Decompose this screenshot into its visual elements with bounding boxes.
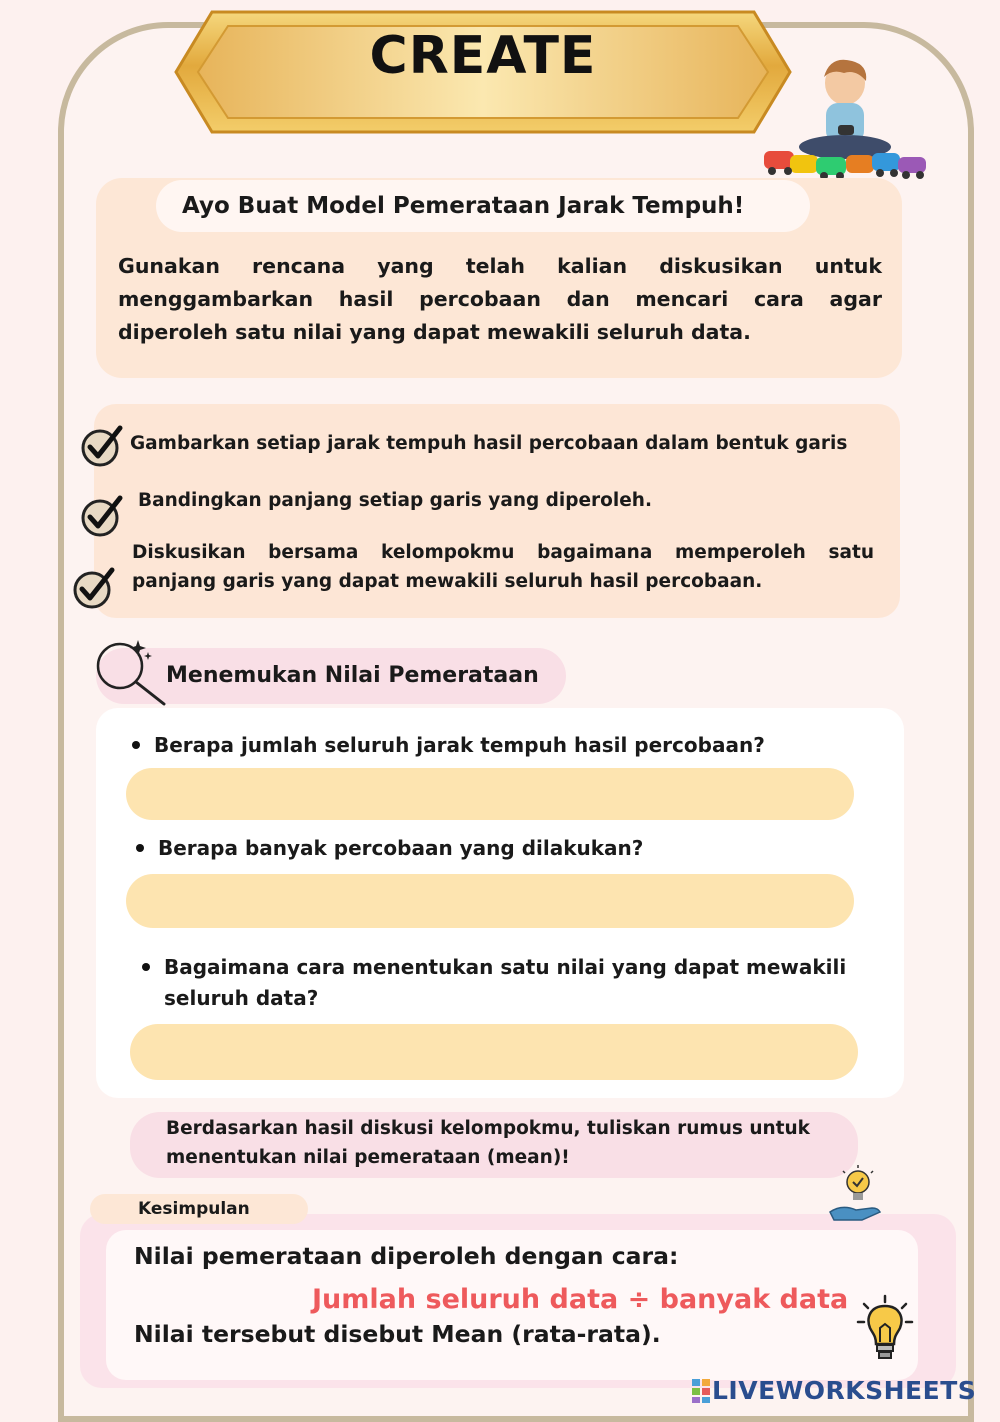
answer-input[interactable] [130, 1024, 858, 1080]
intro-title: Ayo Buat Model Pemerataan Jarak Tempuh! [156, 180, 810, 232]
page-title: CREATE [369, 26, 597, 86]
liveworksheets-text: LIVEWORKSHEETS [712, 1376, 977, 1405]
step-item: Bandingkan panjang setiap garis yang diperoleh. [138, 490, 652, 511]
magnifier-icon [92, 634, 172, 708]
checkmark-icon [72, 566, 116, 610]
step-item: Gambarkan setiap jarak tempuh hasil percobaan dalam bentuk garis [130, 433, 848, 454]
question-item [136, 833, 643, 864]
liveworksheets-icon [692, 1379, 710, 1403]
question-text: Bagaimana cara menentukan satu nilai yang dapat mewakili seluruh data? [164, 955, 847, 1010]
answer-input[interactable] [126, 768, 854, 820]
question-text: Berapa jumlah seluruh jarak tempuh hasil percobaan? [154, 733, 765, 757]
mean-formula: Jumlah seluruh data ÷ banyak data [312, 1284, 849, 1315]
conclusion-label: Kesimpulan [90, 1194, 308, 1224]
formula-prompt: Berdasarkan hasil diskusi kelompokmu, tuliskan rumus untuk menentukan nilai pemerataan (mean)! [166, 1118, 810, 1168]
intro-text: Gunakan rencana yang telah kalian diskusikan untuk menggambarkan hasil percobaan dan mencari cara agar diperoleh satu nilai yang dapat mewakili seluruh data. [118, 254, 882, 344]
answer-input[interactable] [126, 874, 854, 928]
step-item: Diskusikan bersama kelompokmu bagaimana memperoleh satu panjang garis yang dapat mewakili seluruh hasil percobaan. [132, 542, 874, 592]
question-item [132, 730, 765, 761]
checkmark-icon [80, 494, 124, 538]
hand-lightbulb-icon [828, 1164, 884, 1226]
liveworksheets-logo [692, 1376, 976, 1405]
question-item [142, 952, 904, 1014]
conclusion-line-3: Nilai tersebut disebut Mean (rata-rata). [134, 1320, 661, 1348]
section-title: Menemukan Nilai Pemerataan [96, 648, 566, 704]
lightbulb-icon [856, 1294, 914, 1364]
question-text: Berapa banyak percobaan yang dilakukan? [158, 836, 644, 860]
conclusion-line-1: Nilai pemerataan diperoleh dengan cara: [134, 1242, 679, 1270]
child-with-toy-cars-illustration [760, 55, 930, 185]
checkmark-icon [80, 424, 124, 468]
